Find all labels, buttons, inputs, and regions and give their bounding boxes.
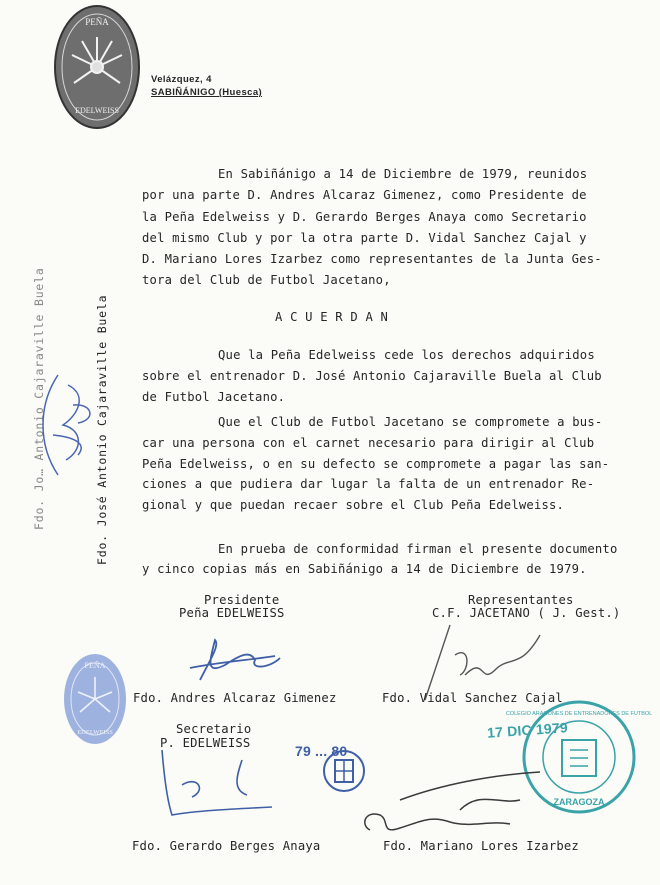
college-ring-text: COLEGIO ARAGONES DE ENTRENADORES DE FUTBOL [505, 711, 653, 717]
president-sign-name: Fdo. Andres Alcaraz Gimenez [133, 691, 337, 705]
club-stamp-top: PEÑA [84, 661, 106, 670]
para1-line1: En Sabiñánigo a 14 de Diciembre de 1979, reunidos [218, 167, 588, 181]
president-title: Presidente [204, 593, 280, 607]
para4-line1: En prueba de conformidad firman el presente documento [218, 542, 618, 556]
para1-line6: tora del Club de Futbol Jacetano, [142, 273, 391, 287]
secretary-sign-name: Fdo. Gerardo Berges Anaya [132, 839, 321, 853]
college-city-text: ZARAGOZA [553, 797, 605, 807]
secretary-org: P. EDELWEISS [160, 736, 251, 750]
secretary-title: Secretario [176, 722, 252, 736]
date-stamp: 17 DIC 1979 [486, 719, 569, 741]
registry-stamp-text: 79 ... 80 [295, 743, 348, 759]
para3-line5: gional y que puedan recaer sobre el Club Peña Edelweiss. [142, 498, 565, 512]
para1-line5: D. Mariano Lores Izarbez como representantes de la Junta Ges- [142, 252, 602, 266]
address-city: SABIÑÁNIGO (Huesca) [151, 87, 263, 98]
para3-line3: Peña Edelweiss, o en su defecto se compromete a pagar las san- [142, 457, 610, 471]
secretary-signature [152, 745, 282, 825]
para4-line2: y cinco copias más en Sabiñánigo a 14 de Diciembre de 1979. [142, 562, 587, 576]
margin-signature-scribble [38, 365, 118, 485]
logo-top-text: PEÑA [85, 17, 109, 27]
acuerdan-heading: A C U E R D A N [275, 310, 389, 324]
president-org: Peña EDELWEISS [179, 606, 285, 620]
para3-line1: Que el Club de Futbol Jacetano se compromete a bus- [218, 415, 603, 429]
para3-line2: car una persona con el carnet necesario para dirigir al Club [142, 436, 595, 450]
para2-line2: sobre el entrenador D. José Antonio Cajaraville Buela al Club [142, 369, 602, 383]
para2-line1: Que la Peña Edelweiss cede los derechos adquiridos [218, 348, 595, 362]
para2-line3: de Futbol Jacetano. [142, 390, 286, 404]
para1-line3: la Peña Edelweiss y D. Gerardo Berges Anaya como Secretario [142, 210, 587, 224]
club-stamp-bottom: EDELWEISS [77, 729, 113, 736]
address-street: Velázquez, 4 [151, 74, 212, 85]
para1-line2: por una parte D. Andres Alcaraz Gimenez, como Presidente de [142, 188, 587, 202]
rep1-sign-name: Fdo. Vidal Sanchez Cajal [382, 691, 563, 705]
margin-sign-line-b: Fdo. Jo… Antonio Cajaraville Buela [32, 267, 46, 530]
rep2-signature [340, 760, 570, 850]
logo-bottom-text: EDELWEISS [75, 106, 119, 115]
club-logo [52, 3, 142, 131]
representatives-org: C.F. JACETANO ( J. Gest.) [432, 606, 621, 620]
representatives-title: Representantes [468, 593, 574, 607]
para3-line4: ciones a que pudiera dar lugar la falta de un entrenador Re- [142, 477, 595, 491]
president-signature [180, 630, 290, 690]
margin-sign-line-a: Fdo. José Antonio Cajaraville Buela [95, 294, 109, 565]
rep2-sign-name: Fdo. Mariano Lores Izarbez [383, 839, 579, 853]
club-stamp [62, 652, 128, 746]
para1-line4: del mismo Club y por la otra parte D. Vidal Sanchez Cajal y [142, 231, 587, 245]
